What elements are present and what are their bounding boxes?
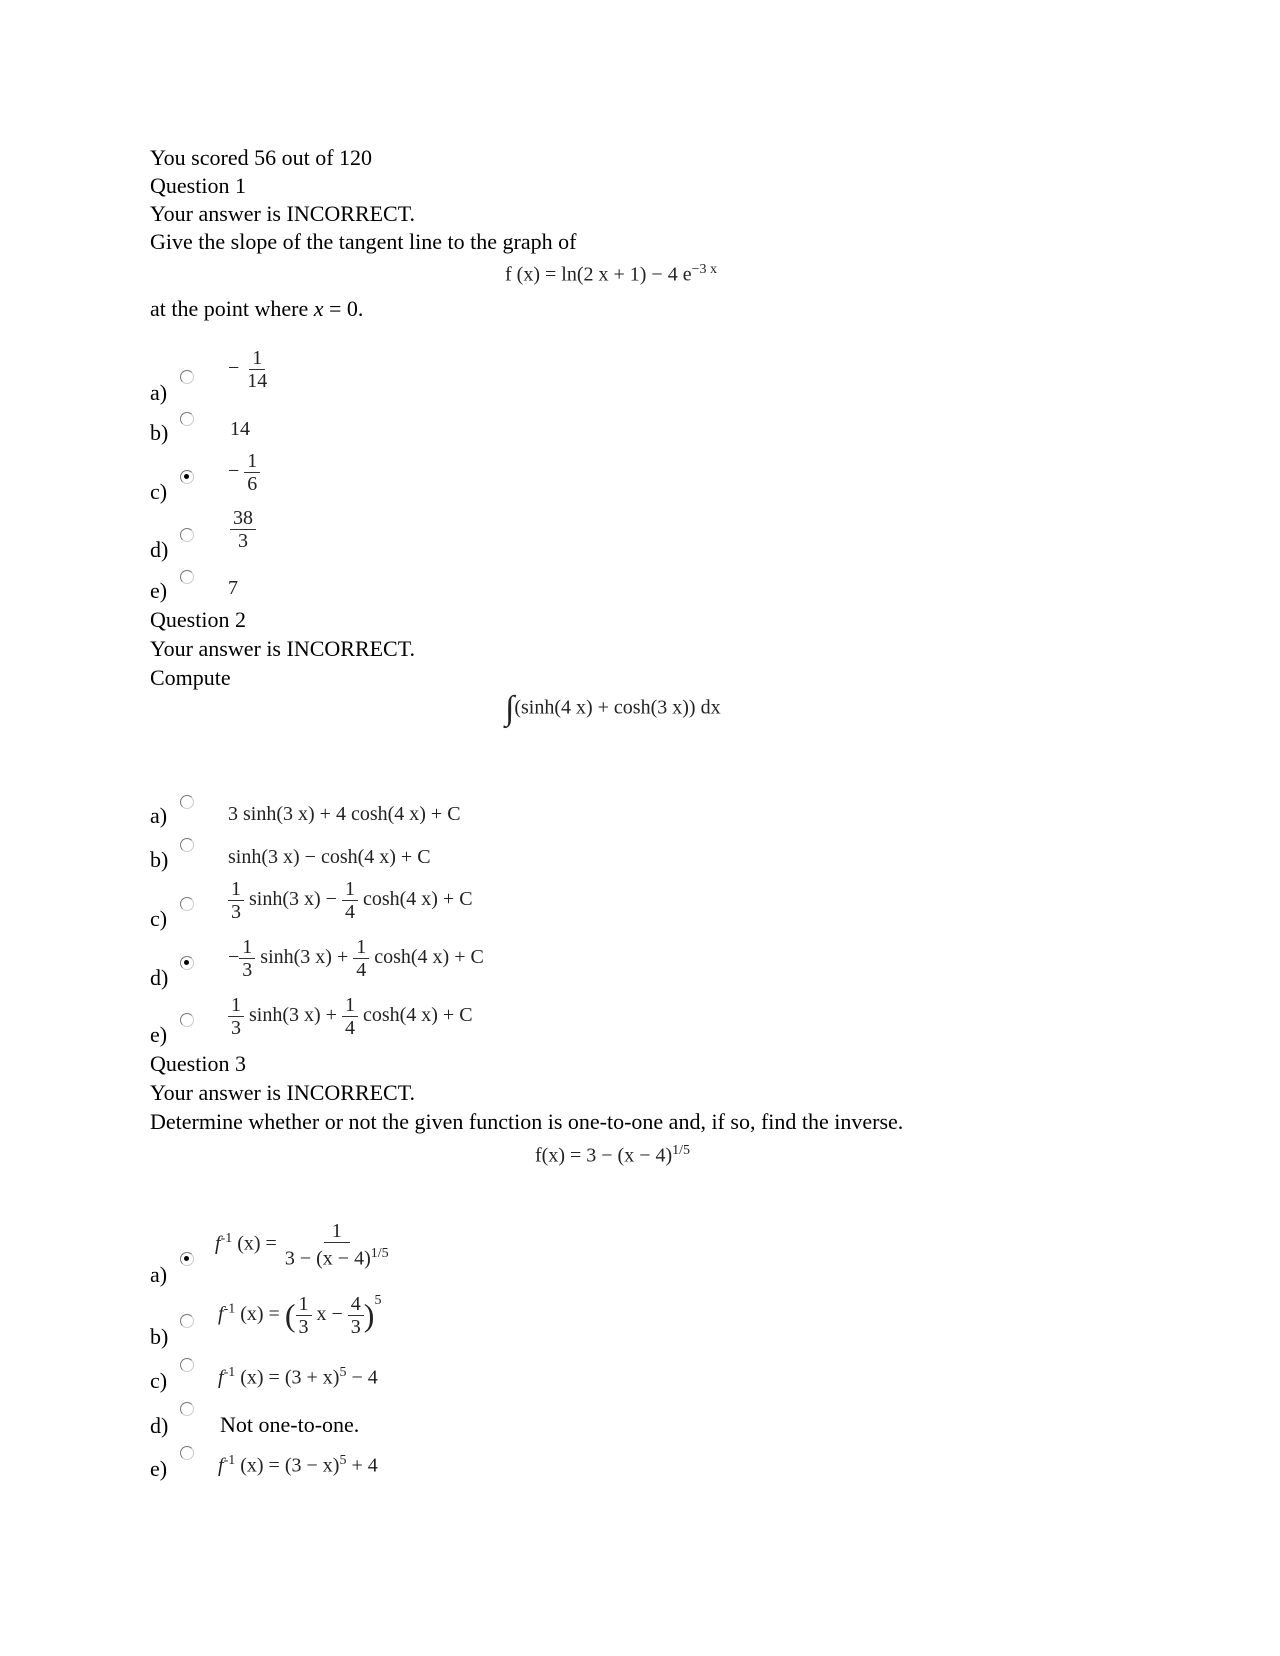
sign: − [228, 357, 240, 380]
term-1: sinh(3 x) − [244, 888, 342, 911]
sign: − [228, 946, 240, 969]
q3-option-a-letter: a) [150, 1262, 168, 1287]
q1-option-b-letter: b) [150, 420, 169, 445]
q2-option-d-value [228, 936, 484, 981]
q2-option-b-letter: b) [150, 847, 169, 872]
q1-option-b-value: 14 [230, 418, 250, 440]
denominator-1: 3 [298, 1316, 309, 1338]
numerator: 1 [244, 450, 260, 473]
inv-rest: (x) = [240, 1303, 280, 1326]
q3-option-b-radio[interactable] [180, 1314, 194, 1328]
denominator-2: 4 [356, 959, 367, 981]
question-1-title: Question 1 [150, 173, 246, 198]
denominator: 14 [247, 370, 268, 392]
q1-option-b-radio[interactable] [180, 412, 194, 426]
q2-option-b-value: sinh(3 x) − cosh(4 x) + C [228, 846, 431, 868]
term-2: cosh(4 x) + C [369, 946, 484, 969]
sign: − [228, 460, 240, 483]
q2-option-c-value [228, 878, 473, 923]
base: (3 + x) [284, 1366, 340, 1389]
base: (3 − x) [284, 1454, 340, 1477]
inv-rest: (x) = [237, 1232, 277, 1255]
denominator: 6 [247, 473, 258, 495]
denominator-2: 3 [350, 1316, 361, 1338]
inv-rest: (x) = [240, 1454, 280, 1477]
denominator: 3 [238, 530, 248, 552]
inv-sup: -1 [223, 1365, 236, 1380]
tail: − 4 [346, 1366, 378, 1389]
q3-option-c-value [218, 1365, 378, 1390]
q2-option-e-letter: e) [150, 1022, 168, 1047]
question-3-status: Your answer is INCORRECT. [150, 1080, 416, 1105]
formula-exp: −3 x [691, 262, 717, 277]
denominator-2: 4 [344, 1017, 355, 1039]
q3-option-a-value [215, 1220, 392, 1270]
q1-option-a-letter: a) [150, 380, 168, 405]
denominator [282, 1243, 392, 1270]
numerator: 1 [324, 1220, 350, 1243]
numerator-2: 1 [342, 878, 358, 901]
numerator-2: 1 [353, 936, 369, 959]
q3-option-a-radio[interactable] [180, 1252, 194, 1266]
numerator-1: 1 [239, 936, 255, 959]
tail: + 4 [346, 1454, 378, 1477]
question-3-formula [535, 1143, 690, 1168]
numerator: 1 [249, 347, 265, 370]
question-1-status: Your answer is INCORRECT. [150, 201, 416, 226]
q3-option-e-value [218, 1453, 378, 1478]
after-var: x [313, 296, 324, 321]
q2-option-d-radio[interactable] [180, 956, 194, 970]
q3-option-c-letter: c) [150, 1368, 168, 1393]
denominator-1: 3 [231, 1017, 241, 1039]
right-paren: ) [363, 1297, 375, 1333]
q3-option-d-value: Not one-to-one. [220, 1412, 360, 1437]
question-1-formula [505, 262, 717, 287]
middle-term: x − [316, 1303, 343, 1326]
q2-option-e-radio[interactable] [180, 1013, 194, 1027]
term-2: cosh(4 x) + C [357, 888, 473, 911]
q3-option-d-radio[interactable] [180, 1402, 194, 1416]
inv-sup: -1 [220, 1230, 233, 1246]
q1-option-e-value: 7 [228, 577, 238, 599]
question-3-prompt: Determine whether or not the given function is one-to-one and, if so, find the inverse. [150, 1109, 904, 1134]
numerator-1: 1 [228, 994, 244, 1017]
after-suffix: = 0. [323, 296, 364, 321]
denominator-1: 3 [242, 959, 253, 981]
den-exp: 1/5 [370, 1246, 389, 1261]
numerator-2: 4 [348, 1293, 364, 1316]
q3-option-d-letter: d) [150, 1413, 169, 1438]
numerator-1: 1 [296, 1293, 312, 1316]
question-2-status: Your answer is INCORRECT. [150, 636, 416, 661]
denominator-1: 3 [231, 901, 241, 923]
q1-option-c-letter: c) [150, 479, 168, 504]
q1-option-c-radio[interactable] [180, 470, 194, 484]
q2-option-d-letter: d) [150, 965, 169, 990]
inv-f: f [218, 1454, 224, 1477]
integrand: (sinh(4 x) + cosh(3 x)) dx [514, 696, 721, 719]
q2-option-c-radio[interactable] [180, 897, 194, 911]
q3-option-e-radio[interactable] [180, 1446, 194, 1460]
inv-f: f [218, 1303, 224, 1326]
exponent: 5 [339, 1365, 347, 1380]
left-paren: ( [284, 1297, 296, 1333]
term-1: sinh(3 x) + [244, 1004, 342, 1027]
q2-option-a-letter: a) [150, 803, 168, 828]
q1-option-d-letter: d) [150, 537, 169, 562]
q2-option-c-letter: c) [150, 906, 168, 931]
q1-option-c-value [228, 450, 260, 495]
q1-option-e-radio[interactable] [180, 570, 194, 584]
q2-option-a-radio[interactable] [180, 795, 194, 809]
question-1-prompt: Give the slope of the tangent line to the graph of [150, 229, 577, 254]
inv-f: f [215, 1232, 221, 1255]
formula-exp: 1/5 [672, 1143, 691, 1158]
exponent: 5 [339, 1453, 347, 1468]
question-2-prompt: Compute [150, 665, 231, 690]
q3-option-e-letter: e) [150, 1456, 168, 1481]
q3-option-b-value [218, 1293, 381, 1338]
score-text: You scored 56 out of 120 [150, 145, 373, 170]
q2-option-a-value: 3 sinh(3 x) + 4 cosh(4 x) + C [228, 803, 461, 825]
formula-lhs: f (x) = ln(2 x + 1) − 4 e [505, 263, 692, 286]
question-2-title: Question 2 [150, 607, 246, 632]
q2-option-e-value [228, 994, 473, 1039]
exponent: 5 [374, 1293, 382, 1308]
q1-option-d-radio[interactable] [180, 528, 194, 542]
q2-option-b-radio[interactable] [180, 838, 194, 852]
q1-option-e-letter: e) [150, 578, 168, 603]
term-1: sinh(3 x) + [255, 946, 354, 969]
term-2: cosh(4 x) + C [357, 1004, 473, 1027]
q1-option-d-value [230, 507, 256, 552]
after-prefix: at the point where [150, 296, 314, 321]
question-3-title: Question 3 [150, 1051, 246, 1076]
integral-icon: ∫ [505, 690, 515, 727]
inv-rest: (x) = [240, 1366, 280, 1389]
numerator-1: 1 [228, 878, 244, 901]
q1-option-a-value [228, 347, 270, 392]
q3-option-c-radio[interactable] [180, 1358, 194, 1372]
question-1-after [150, 296, 363, 322]
q3-option-b-letter: b) [150, 1324, 169, 1349]
inv-sup: -1 [223, 1301, 236, 1317]
numerator-2: 1 [342, 994, 358, 1017]
numerator: 38 [230, 507, 256, 530]
denominator-2: 4 [344, 901, 355, 923]
q1-option-a-radio[interactable] [180, 370, 194, 384]
question-2-formula [505, 690, 721, 728]
den-base: 3 − (x − 4) [284, 1247, 371, 1270]
formula-lhs: f(x) = 3 − (x − 4) [535, 1144, 673, 1167]
inv-f: f [218, 1366, 224, 1389]
inv-sup: -1 [223, 1453, 236, 1468]
